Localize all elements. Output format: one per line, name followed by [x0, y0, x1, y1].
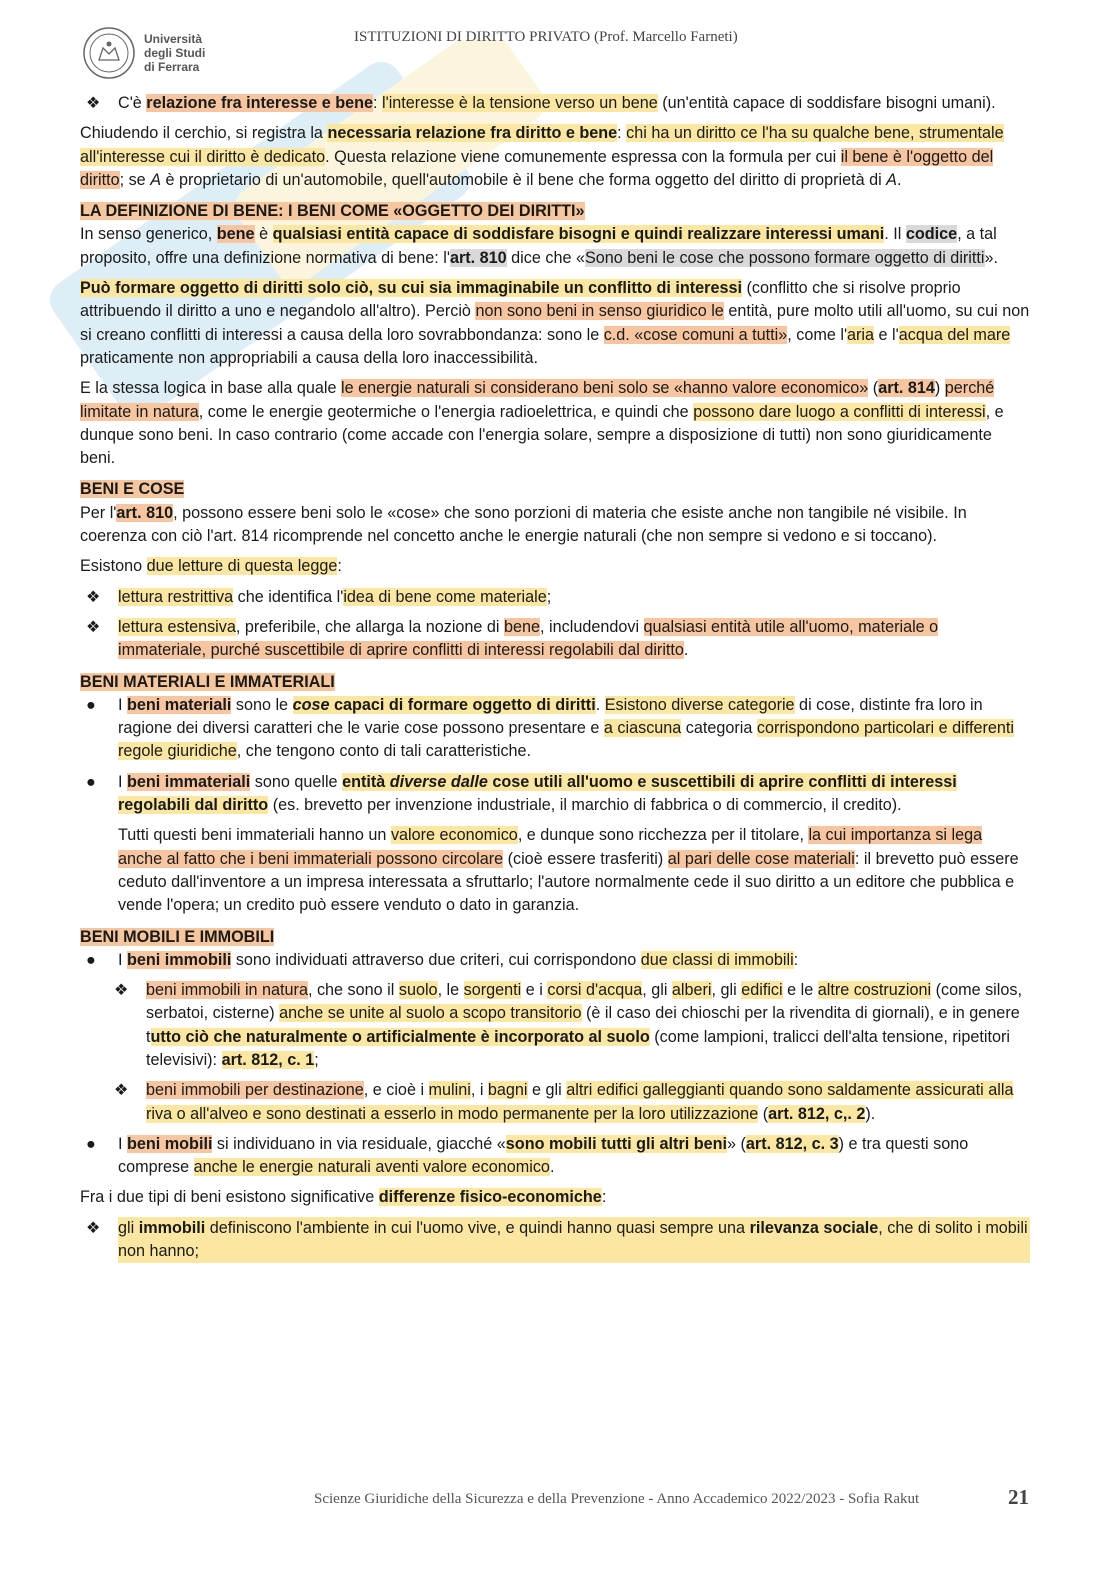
university-seal-icon — [82, 26, 136, 80]
heading-text: BENI E COSE — [80, 480, 185, 499]
text: » ( — [727, 1134, 746, 1153]
text: beni immobili in natura — [146, 981, 308, 1000]
text: , includendovi — [540, 617, 644, 636]
sub-bullet-item — [108, 979, 1030, 1072]
text: . Il — [884, 225, 906, 244]
text: I — [118, 1134, 127, 1153]
text: ) e tra questi sono comprese — [118, 1134, 969, 1177]
text: le energie naturali si considerano beni solo se «hanno valore economico» — [340, 379, 869, 398]
text: acqua del mare — [898, 325, 1011, 344]
text: A — [150, 170, 161, 189]
bullet-item — [80, 1133, 1030, 1180]
text: ; — [546, 587, 552, 606]
bullet-item — [80, 586, 1030, 609]
text: la cui importanza si lega anche al fatto che i beni immateriali possono circolare — [118, 826, 983, 868]
text: immobili — [138, 1218, 206, 1237]
university-name-line3: di Ferrara — [144, 60, 200, 74]
text: beni immobili — [127, 950, 232, 969]
paragraph — [118, 824, 1030, 917]
text: ( — [758, 1104, 769, 1123]
text: c.d. «cose comuni a tutti» — [603, 325, 788, 344]
text: e i — [521, 981, 548, 1000]
text: cose utili all'uomo e suscettibili di aprire conflitti di interessi regolabili dal diritto — [118, 772, 957, 815]
heading-text: BENI MOBILI E IMMOBILI — [80, 927, 275, 946]
university-name-line1: Università — [144, 32, 203, 46]
university-name-line2: degli Studi — [144, 46, 206, 60]
dot-bullet-icon: ● — [86, 772, 96, 791]
paragraph — [80, 122, 1030, 192]
text: l'interesse è la tensione verso un bene — [382, 94, 658, 112]
page-number: 21 — [1008, 1485, 1029, 1509]
text: valore economico — [390, 826, 518, 845]
dot-bullet-icon: ● — [86, 950, 96, 969]
text: anche le energie naturali aventi valore economico — [193, 1158, 550, 1177]
text: corsi d'acqua — [547, 981, 643, 1000]
text: ( — [868, 379, 879, 398]
text: e l' — [874, 325, 899, 344]
text: . — [595, 695, 605, 714]
document-body — [80, 92, 1030, 1270]
text: beni materiali — [127, 695, 232, 714]
text: Chiudendo il cerchio, si registra la — [80, 124, 328, 143]
text: Per l' — [80, 503, 117, 522]
bullet-item — [80, 949, 1030, 972]
text: ) — [934, 379, 945, 398]
text: beni immobili per destinazione — [146, 1081, 364, 1100]
text: . Questa relazione viene comunemente espressa con la formula per cui — [325, 147, 841, 166]
text: codice — [905, 225, 958, 244]
text: , possono essere beni solo le «cose» che sono porzioni di materia che esiste anche non tangibile né visibile. In coerenza con ciò l'art. 814 ricomprende nel concetto anche le energie naturali (che non sempre si vedono e si toccano). — [80, 503, 967, 546]
text: , come l' — [787, 325, 848, 344]
text: a ciascuna — [603, 719, 682, 738]
diamond-bullet-icon: ❖ — [114, 981, 129, 1000]
text: il bene è l'oggetto del diritto — [80, 147, 994, 189]
course-title: ISTITUZIONI DI DIRITTO PRIVATO (Prof. Marcello Farneti) — [354, 29, 738, 45]
heading-text: BENI MATERIALI E IMMATERIALI — [80, 672, 335, 691]
section-heading — [80, 671, 1030, 694]
text: : il brevetto può essere ceduto dall'inventore a un impresa interessata a sfruttarlo; l'autore normalmente cede il suo diritto a un editore che pubblica e vende l'opera; un credito può essere venduto o dato in garanzia. — [118, 849, 1019, 915]
text: lettura restrittiva — [118, 587, 234, 606]
text: art. 814 — [878, 379, 935, 398]
text: beni immateriali — [127, 772, 251, 791]
bullet-item — [80, 771, 1030, 818]
text: anche se unite al suolo a scopo transitorio — [279, 1004, 582, 1023]
text: , che di solito i mobili non hanno; — [118, 1218, 1028, 1261]
text: bene — [504, 617, 541, 636]
text: edifici — [741, 981, 783, 1000]
text: rilevanza sociale — [749, 1218, 879, 1237]
text: (conflitto che si risolve proprio attribuendo il diritto a uno e negandolo all'altro). Perciò — [80, 279, 961, 321]
text: necessaria relazione fra diritto e bene — [327, 124, 618, 143]
text: art. 810 — [116, 503, 174, 522]
text: qualsiasi entità utile all'uomo, materiale o immateriale, purché suscettibile di aprire conflitti di interessi regolabili dal diritto — [118, 617, 939, 660]
text: (come silos, serbatoi, cisterne) — [146, 981, 1022, 1023]
text: praticamente non appropriabili a causa della loro inaccessibilità. — [80, 348, 539, 367]
paragraph — [80, 502, 1030, 549]
diamond-bullet-icon: ❖ — [86, 617, 101, 636]
text: due classi di immobili — [640, 950, 794, 969]
text: : — [373, 94, 383, 112]
text: corrispondono particolari e differenti regole giuridiche — [118, 719, 1014, 761]
dot-bullet-icon: ● — [86, 695, 96, 714]
text: ». — [984, 248, 999, 267]
text: altri edifici galleggianti quando sono saldamente assicurati alla riva o all'alveo e sono destinati a esserlo in modo permanente per la loro utilizzazione — [146, 1081, 1014, 1123]
diamond-bullet-icon: ❖ — [86, 94, 101, 112]
text: due letture di questa legge — [146, 557, 338, 576]
text: Sono beni le cose che possono formare oggetto di diritti — [584, 248, 985, 267]
sub-bullet-item — [108, 1079, 1030, 1126]
diamond-bullet-icon: ❖ — [86, 1218, 101, 1237]
text: Fra i due tipi di beni esistono significative — [80, 1188, 379, 1207]
text: suolo — [398, 981, 438, 1000]
text: sono mobili tutti gli altri beni — [505, 1134, 728, 1153]
text: idea di bene come materiale — [343, 587, 547, 606]
text: al pari delle cose materiali — [667, 849, 855, 868]
bullet-item — [80, 616, 1030, 663]
text: perché limitate in natura — [80, 379, 995, 421]
text: , i — [470, 1081, 488, 1100]
text: . — [896, 170, 902, 189]
text: , che sono il — [307, 981, 399, 1000]
page-footer: Scienze Giuridiche della Sicurezza e della Prevenzione - Anno Accademico 2022/2023 - Sofia Rakut — [314, 1491, 920, 1507]
text: art. 812, c. 3 — [745, 1134, 839, 1153]
text: (come lampioni, tralicci dell'alta tensione, ripetitori televisivi): — [146, 1027, 1010, 1069]
text: art. 812, c. 1 — [221, 1050, 315, 1069]
text: sorgenti — [463, 981, 522, 1000]
text: Esistono — [80, 557, 147, 576]
text: ). — [865, 1104, 876, 1123]
text: Può formare oggetto di diritti solo ciò, su cui sia immaginabile un conflitto di interessi — [80, 279, 742, 298]
bullet-item — [80, 694, 1030, 764]
text: , e dunque sono ricchezza per il titolare, — [517, 826, 809, 845]
text: bagni — [487, 1081, 528, 1100]
text: e le — [782, 981, 818, 1000]
text: A — [886, 170, 897, 189]
text: Tutti questi beni immateriali hanno un — [118, 826, 391, 845]
dot-bullet-icon: ● — [86, 1134, 96, 1153]
text: . — [549, 1158, 555, 1177]
text: capaci di formare oggetto di diritti — [329, 695, 596, 714]
diamond-bullet-icon: ❖ — [114, 1081, 129, 1100]
text: , che tengono conto di tali caratteristiche. — [236, 742, 532, 761]
text: qualsiasi entità capace di soddisfare bisogni e quindi realizzare interessi umani — [272, 225, 885, 244]
text: differenze fisico-economiche — [378, 1188, 602, 1207]
section-heading — [80, 200, 1030, 223]
text: aria — [847, 325, 875, 344]
text: alberi — [671, 981, 712, 1000]
text: (è il caso dei chioschi per la rivendita di giornali), e in genere t — [146, 1004, 1020, 1046]
text: , e cioè i — [363, 1081, 429, 1100]
text: utto ciò che naturalmente o artificialmente è incorporato al suolo — [150, 1027, 650, 1046]
text: : — [601, 1188, 607, 1207]
text: entità, pure molto utili all'uomo, su cui non si creano conflitti di interessi a causa della loro sovrabbondanza: sono le — [80, 302, 1030, 344]
text: In senso generico, — [80, 225, 217, 244]
text: chi ha un diritto ce l'ha su qualche bene, strumentale all'interesse cui il diritto è dedicato — [80, 124, 1004, 166]
text: entità — [342, 772, 390, 791]
text: sono le — [231, 695, 293, 714]
text: ; se — [119, 170, 151, 189]
text: si individuano in via residuale, giacché « — [212, 1134, 506, 1153]
text: , come le energie geotermiche o l'energia radioelettrica, e quindi che — [198, 402, 694, 421]
text: sono individuati attraverso due criteri, cui corrispondono — [231, 950, 641, 969]
paragraph — [80, 377, 1030, 470]
paragraph — [80, 555, 1030, 578]
paragraph — [80, 277, 1030, 370]
text: : — [793, 950, 799, 969]
text: I — [118, 950, 127, 969]
text: , le — [437, 981, 464, 1000]
text: ; — [314, 1050, 319, 1069]
text: e gli — [527, 1081, 567, 1100]
text: . — [683, 641, 689, 660]
text: non sono beni in senso giuridico le — [475, 302, 724, 321]
text: , gli — [711, 981, 742, 1000]
text: è — [254, 225, 273, 244]
text: è proprietario di un'automobile, quell'automobile è il bene che forma oggetto del diritto di proprietà di — [161, 170, 887, 189]
text: (cioè essere trasferiti) — [503, 849, 668, 868]
text: I — [118, 772, 127, 791]
text: possono dare luogo a conflitti di interessi — [693, 402, 986, 421]
text: (es. brevetto per invenzione industriale, il marchio di fabbrica o di commercio, il credito). — [268, 796, 902, 815]
text: : — [337, 557, 342, 576]
text: che identifica l' — [233, 587, 344, 606]
bullet-item — [80, 1217, 1030, 1264]
text: dice che « — [506, 248, 585, 267]
section-heading — [80, 926, 1030, 949]
text: beni mobili — [127, 1134, 213, 1153]
text: definiscono l'ambiente in cui l'uomo vive, e quindi hanno quasi sempre una — [205, 1218, 750, 1237]
text: diverse dalle — [389, 772, 488, 791]
text: gli — [118, 1218, 139, 1237]
text: , a tal proposito, offre una definizione normativa di bene: l' — [80, 225, 997, 267]
bullet-item — [80, 92, 1030, 115]
heading-text: LA DEFINIZIONE DI BENE: I BENI COME «OGGETTO DEI DIRITTI» — [80, 202, 585, 221]
text: I — [118, 695, 127, 714]
section-heading — [80, 478, 1030, 501]
text: lettura estensiva — [118, 617, 236, 636]
paragraph — [80, 223, 1030, 270]
diamond-bullet-icon: ❖ — [86, 587, 101, 606]
text: relazione fra interesse e bene — [146, 94, 374, 112]
text: categoria — [681, 719, 757, 738]
text: Esistono diverse categorie — [604, 695, 795, 714]
text: (un'entità capace di soddisfare bisogni umani). — [657, 94, 996, 112]
text: art. 812, c,. 2 — [768, 1104, 866, 1123]
text: art. 810 — [449, 248, 507, 267]
text: cose — [292, 695, 330, 714]
text: di cose, distinte fra loro in ragione dei diversi caratteri che le varie cose possono presentare e — [118, 695, 983, 738]
text: , e dunque sono beni. In caso contrario (come accade con l'energia solare, sempre a disposizione di tutti) non sono giuridicamente beni. — [80, 402, 1004, 468]
text: : — [617, 124, 627, 143]
paragraph — [80, 1186, 1030, 1209]
text: altre costruzioni — [817, 981, 932, 1000]
text: bene — [216, 225, 255, 244]
text: E la stessa logica in base alla quale — [80, 379, 341, 398]
text: , preferibile, che allarga la nozione di — [235, 617, 505, 636]
university-logo — [82, 26, 205, 80]
text: , gli — [642, 981, 672, 1000]
text: sono quelle — [250, 772, 343, 791]
text: C'è — [118, 94, 147, 112]
text: mulini — [428, 1081, 471, 1100]
